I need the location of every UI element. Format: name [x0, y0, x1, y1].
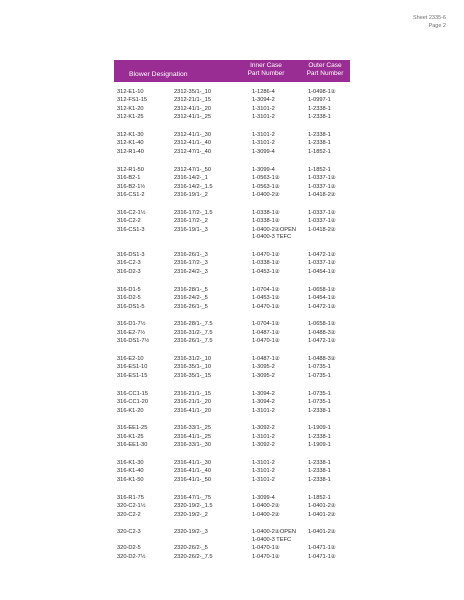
sheet-reference [413, 15, 446, 30]
inner-case-cell: 1-3101-2 [252, 407, 275, 414]
blower-model-cell: 316-CS1-2 [117, 191, 145, 198]
designation-cell: 2312-35/1-_10 [174, 89, 211, 95]
inner-case-cell: 1-0487-1② [252, 329, 280, 336]
table-row [117, 226, 357, 234]
designation-cell: 2316-21/1-_15 [174, 390, 211, 397]
blower-model-cell: 312-R1-50 [117, 166, 144, 173]
blower-model-cell: 316-K1-30 [117, 460, 144, 467]
table-header [114, 60, 350, 82]
inner-case-cell: 1-3101-2 [252, 114, 275, 121]
outer-case-cell: 1-0997-1 [308, 97, 331, 104]
blower-model-cell: 316-E2-7½ [117, 329, 146, 336]
outer-case-cell: 1-1852-1 [308, 494, 331, 501]
blower-model-cell: 312-K1-40 [117, 140, 144, 147]
inner-case-cell: 1-3094-2 [252, 390, 275, 397]
blower-model-cell: 312-K1-20 [117, 105, 144, 112]
outer-case-cell: 1-0471-1② [308, 553, 336, 560]
inner-case-cell: 1-0470-1② [252, 338, 280, 345]
table-row [117, 303, 357, 311]
table-row [117, 320, 357, 328]
designation-cell: 2316-14/2-_1 [174, 175, 208, 182]
table-row [117, 459, 357, 467]
outer-case-cell: 1-0735-1 [308, 399, 331, 406]
blower-model-cell: 316-B2-1½ [117, 183, 146, 190]
designation-cell: 2316-33/1-_25 [174, 425, 211, 432]
header-outer-case [300, 62, 350, 78]
blower-model-cell: 312-R1-40 [117, 148, 144, 155]
designation-cell: 2316-19/1-_2 [174, 191, 208, 198]
designation-cell: 2316-41/1-_20 [174, 407, 211, 414]
inner-case-cell: 1-0400-2② [252, 511, 280, 518]
inner-case-cell: 1-0400-3 TEFC [252, 233, 292, 240]
table-row [117, 131, 357, 139]
designation-cell: 2316-31/2-_10 [174, 356, 211, 363]
blower-model-cell: 316-E2-10 [117, 356, 144, 363]
table-row [117, 217, 357, 225]
blower-model-cell: 312-K1-25 [117, 114, 144, 121]
header-inner-case [244, 62, 288, 78]
table-row [117, 183, 357, 191]
designation-cell: 2316-28/1-_7.5 [174, 321, 213, 328]
outer-case-cell: 1-0337-1② [308, 175, 336, 182]
designation-cell: 2316-47/1-_75 [174, 494, 211, 501]
table-row [117, 259, 357, 267]
designation-cell: 2312-41/1-_30 [174, 132, 211, 139]
header-inner-line1: Inner Case [250, 62, 282, 69]
inner-case-cell: 1-0338-1② [252, 218, 280, 225]
inner-case-cell: 1-3092-2 [252, 425, 275, 432]
outer-case-cell: 1-0735-1 [308, 372, 331, 379]
blower-model-cell: 316-DS1-3 [117, 252, 145, 259]
table-row [117, 390, 357, 398]
inner-case-cell: 1-0400-3 TEFC [252, 536, 292, 543]
blower-model-cell: 316-C2-2 [117, 218, 141, 225]
outer-case-cell: 1-2338-1 [308, 476, 331, 483]
designation-cell: 2316-17/2-_2 [174, 218, 208, 225]
blower-model-cell: 316-EE1-25 [117, 425, 148, 432]
outer-case-cell: 1-0488-3② [308, 356, 336, 363]
blower-model-cell: 316-CC1-20 [117, 399, 148, 406]
inner-case-cell: 1-3101-2 [252, 468, 275, 475]
designation-cell: 2316-26/1-_7.5 [174, 338, 213, 345]
table-row [117, 251, 357, 259]
outer-case-cell: 1-0498-1② [308, 89, 336, 95]
outer-case-cell: 1-0337-1② [308, 209, 336, 216]
inner-case-cell: 1-3094-2 [252, 399, 275, 406]
table-row [117, 363, 357, 371]
designation-cell: 2316-41/1-_30 [174, 460, 211, 467]
outer-case-cell: 1-0401-2② [308, 511, 336, 518]
blower-model-cell: 316-K1-50 [117, 476, 144, 483]
outer-case-cell: 1-0418-2② [308, 191, 336, 198]
blower-model-cell: 320-D2-5 [117, 545, 141, 552]
inner-case-cell: 1-0563-1② [252, 175, 280, 182]
table-row [117, 209, 357, 217]
inner-case-cell: 1-3101-2 [252, 132, 275, 139]
table-row [117, 528, 357, 536]
blower-model-cell: 316-K1-40 [117, 468, 144, 475]
outer-case-cell: 1-1852-1 [308, 148, 331, 155]
table-row [117, 502, 357, 510]
inner-case-cell: 1-3094-2 [252, 97, 275, 104]
header-inner-line2: Part Number [247, 70, 285, 77]
sheet-number: Sheet 2335-6 [412, 15, 446, 21]
outer-case-cell: 1-2338-1 [308, 140, 331, 147]
outer-case-cell: 1-0472-1② [308, 252, 336, 259]
outer-case-cell: 1-0658-1② [308, 286, 336, 293]
table-row [117, 174, 357, 182]
table-row [117, 268, 357, 276]
outer-case-cell: 1-2338-1 [308, 114, 331, 121]
inner-case-cell: 1-3095-2 [252, 364, 275, 371]
blower-model-cell: 316-B2-1 [117, 175, 141, 182]
inner-case-cell: 1-3101-2 [252, 433, 275, 440]
inner-case-cell: 1-0470-1② [252, 303, 280, 310]
inner-case-cell: 1-0400-2② [252, 191, 280, 198]
designation-cell: 2316-14/2-_1.5 [174, 183, 213, 190]
table-row [117, 329, 357, 337]
designation-cell: 2316-35/1-_15 [174, 372, 211, 379]
outer-case-cell: 1-0488-3② [308, 329, 336, 336]
blower-model-cell: 316-D2-3 [117, 268, 141, 275]
outer-case-cell: 1-0418-2② [308, 226, 336, 233]
designation-cell: 2316-26/1-_3 [174, 252, 208, 259]
inner-case-cell: 1-0453-1② [252, 295, 280, 302]
blower-model-cell: 312-K1-30 [117, 132, 144, 139]
blower-model-cell: 316-ES1-10 [117, 364, 148, 371]
inner-case-cell: 1-0470-1② [252, 545, 280, 552]
inner-case-cell: 1-0400-2② [252, 503, 280, 510]
outer-case-cell: 1-0658-1② [308, 321, 336, 328]
outer-case-cell: 1-1852-1 [308, 166, 331, 173]
table-row [117, 88, 357, 96]
inner-case-cell: 1-0470-1② [252, 553, 280, 560]
inner-case-cell: 1-0400-2②OPEN [252, 529, 296, 536]
outer-case-cell: 1-2338-1 [308, 460, 331, 467]
outer-case-cell: 1-2338-1 [308, 105, 331, 112]
outer-case-cell: 1-0337-1② [308, 260, 336, 267]
designation-cell: 2312-41/1-_40 [174, 140, 211, 147]
designation-cell: 2316-17/2-_3 [174, 260, 208, 267]
table-row [117, 511, 357, 519]
designation-cell: 2312-47/1-_50 [174, 166, 211, 173]
blower-model-cell: 316-D1-5 [117, 286, 141, 293]
table-row [117, 424, 357, 432]
blower-model-cell: 316-DS1-7½ [117, 338, 150, 345]
table-row [117, 398, 357, 406]
outer-case-cell: 1-0454-1② [308, 295, 336, 302]
designation-cell: 2316-21/1-_20 [174, 399, 211, 406]
blower-model-cell: 316-CC1-15 [117, 390, 148, 397]
blower-model-cell: 316-CS1-3 [117, 226, 145, 233]
inner-case-cell: 1-0704-1② [252, 321, 280, 328]
header-blower-designation: Blower Designation [129, 71, 188, 78]
blower-model-cell: 316-D1-7½ [117, 321, 146, 328]
designation-cell: 2320-19/2-_3 [174, 529, 208, 536]
designation-cell: 2316-35/1-_10 [174, 364, 211, 371]
designation-cell: 2316-24/2-_5 [174, 295, 208, 302]
table-row [117, 537, 357, 545]
blower-model-cell: 316-EE1-30 [117, 442, 148, 449]
header-outer-line1: Outer Case [308, 62, 342, 69]
blower-model-cell: 316-DS1-5 [117, 303, 145, 310]
blower-model-cell: 316-D2-5 [117, 295, 141, 302]
table-row [117, 113, 357, 121]
inner-case-cell: 1-0453-1② [252, 268, 280, 275]
inner-case-cell: 1-0487-1② [252, 356, 280, 363]
blower-model-cell: 320-C2-2 [117, 511, 141, 518]
outer-case-cell: 1-0735-1 [308, 390, 331, 397]
table-row [117, 166, 357, 174]
designation-cell: 2316-33/1-_30 [174, 442, 211, 449]
outer-case-cell: 1-0472-1② [308, 338, 336, 345]
table-row [117, 494, 357, 502]
designation-cell: 2312-21/1-_15 [174, 97, 211, 104]
designation-cell: 2312-41/1-_25 [174, 114, 211, 121]
inner-case-cell: 1-3101-2 [252, 476, 275, 483]
inner-case-cell: 1-3099-4 [252, 148, 275, 155]
blower-model-cell: 312-FS1-15 [117, 97, 148, 104]
header-outer-line2: Part Number [306, 70, 344, 77]
designation-cell: 2316-31/2-_7.5 [174, 329, 213, 336]
blower-model-cell: 320-D2-7½ [117, 553, 146, 560]
outer-case-cell: 1-2338-1 [308, 433, 331, 440]
blower-model-cell: 312-E1-10 [117, 89, 144, 95]
blower-model-cell: 320-C2-3 [117, 529, 141, 536]
designation-cell: 2320-26/2-_5 [174, 545, 208, 552]
designation-cell: 2320-19/2-_1.5 [174, 503, 213, 510]
designation-cell: 2316-19/1-_3 [174, 226, 208, 233]
table-row [117, 105, 357, 113]
blower-model-cell: 316-ES1-15 [117, 372, 148, 379]
designation-cell: 2316-24/2-_3 [174, 268, 208, 275]
inner-case-cell: 1-0338-1② [252, 260, 280, 267]
designation-cell: 2316-28/1-_5 [174, 286, 208, 293]
inner-case-cell: 1-3099-4 [252, 494, 275, 501]
table-row [117, 355, 357, 363]
inner-case-cell: 1-3101-2 [252, 105, 275, 112]
outer-case-cell: 1-0472-1② [308, 303, 336, 310]
table-row [117, 476, 357, 484]
designation-cell: 2316-41/1-_50 [174, 476, 211, 483]
inner-case-cell: 1-3099-4 [252, 166, 275, 173]
inner-case-cell: 1-3095-2 [252, 372, 275, 379]
parts-table [117, 88, 357, 561]
inner-case-cell: 1-0704-1② [252, 286, 280, 293]
designation-cell: 2316-17/2-_1.5 [174, 209, 213, 216]
blower-model-cell: 316-R1-75 [117, 494, 144, 501]
outer-case-cell: 1-0454-1② [308, 268, 336, 275]
outer-case-cell: 1-2338-1 [308, 468, 331, 475]
table-row [117, 234, 357, 242]
outer-case-cell: 1-1909-1 [308, 442, 331, 449]
table-row [117, 139, 357, 147]
inner-case-cell: 1-0338-1② [252, 209, 280, 216]
table-row [117, 337, 357, 345]
designation-cell: 2320-26/2-_7.5 [174, 553, 213, 560]
outer-case-cell: 1-0337-1② [308, 183, 336, 190]
outer-case-cell: 1-0337-1② [308, 218, 336, 225]
outer-case-cell: 1-1909-1 [308, 425, 331, 432]
blower-model-cell: 316-K1-20 [117, 407, 144, 414]
outer-case-cell: 1-0401-2② [308, 503, 336, 510]
blower-model-cell: 316-C2-1½ [117, 209, 146, 216]
designation-cell: 2312-47/1-_40 [174, 148, 211, 155]
inner-case-cell: 1-0470-1② [252, 252, 280, 259]
designation-cell: 2320-19/2-_2 [174, 511, 208, 518]
table-row [117, 407, 357, 415]
table-row [117, 191, 357, 199]
table-row [117, 148, 357, 156]
table-row [117, 544, 357, 552]
designation-cell: 2312-41/1-_20 [174, 105, 211, 112]
designation-cell: 2316-41/1-_25 [174, 433, 211, 440]
inner-case-cell: 1-1286-4 [252, 89, 275, 95]
outer-case-cell: 1-0471-1② [308, 545, 336, 552]
outer-case-cell: 1-0735-1 [308, 364, 331, 371]
designation-cell: 2316-26/1-_5 [174, 303, 208, 310]
table-row [117, 372, 357, 380]
table-row [117, 96, 357, 104]
outer-case-cell: 1-2338-1 [308, 132, 331, 139]
inner-case-cell: 1-3092-2 [252, 442, 275, 449]
table-row [117, 553, 357, 561]
outer-case-cell: 1-0401-2② [308, 529, 336, 536]
outer-case-cell: 1-2338-1 [308, 407, 331, 414]
table-row [117, 467, 357, 475]
inner-case-cell: 1-3101-2 [252, 140, 275, 147]
table-row [117, 294, 357, 302]
table-row [117, 433, 357, 441]
table-row [117, 441, 357, 449]
blower-model-cell: 320-C2-1½ [117, 503, 146, 510]
inner-case-cell: 1-0563-1② [252, 183, 280, 190]
inner-case-cell: 1-3101-2 [252, 460, 275, 467]
designation-cell: 2316-41/1-_40 [174, 468, 211, 475]
inner-case-cell: 1-0400-2②OPEN [252, 226, 296, 233]
blower-model-cell: 316-C2-3 [117, 260, 141, 267]
table-row [117, 286, 357, 294]
blower-model-cell: 316-K1-25 [117, 433, 144, 440]
page-number: Page 2 [428, 22, 446, 29]
